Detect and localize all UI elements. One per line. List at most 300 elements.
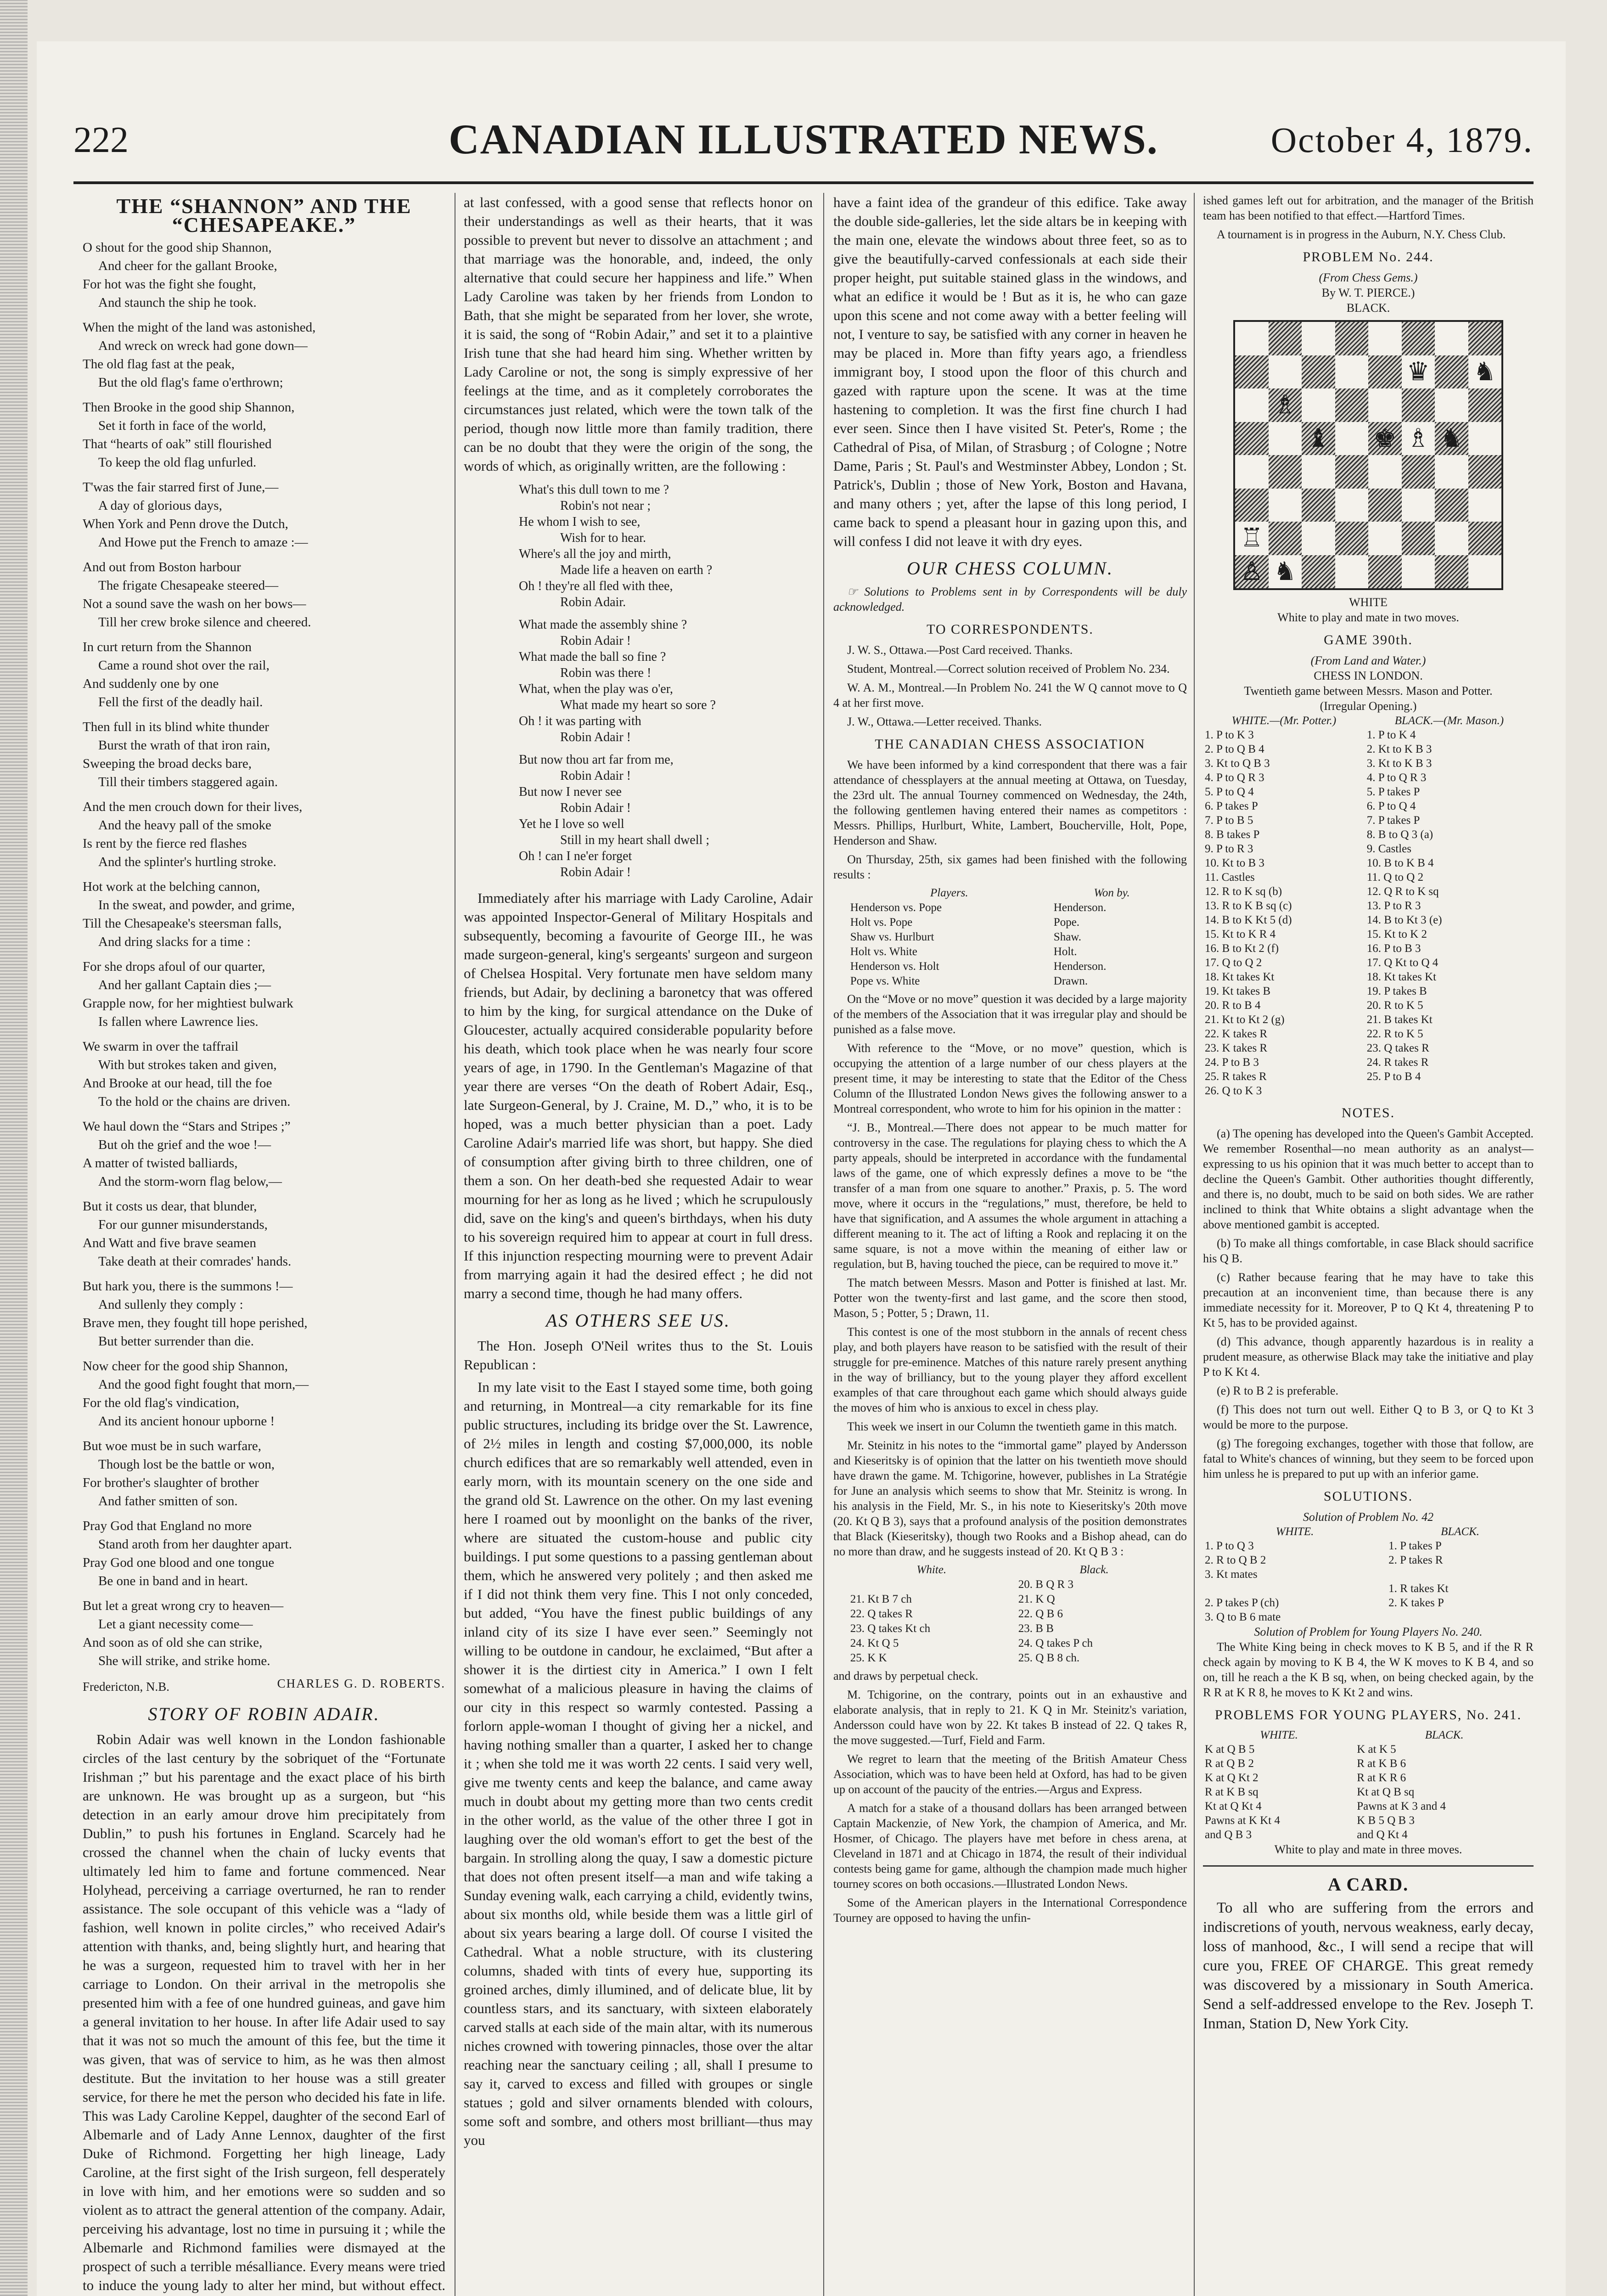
tchigorine-text: M. Tchigorine, on the contrary, points out in an exhaustive and elaborate analysis, that in reply to 21. K Q in Mr. Steinitz's variation, Andersson could have won by 22. Kt takes B instead of 22. Q takes R, the move suggested.—Turf, Field and Farm. <box>833 1688 1187 1747</box>
poem-line: Let a giant necessity come— <box>98 1617 253 1632</box>
poem-line: To keep the old flag unfurled. <box>98 455 257 470</box>
poem-line: But it costs us dear, that blunder, <box>83 1199 257 1214</box>
table-row <box>848 945 1173 959</box>
song-line: But now I never see <box>519 785 622 799</box>
table-cell: 14. B to K Kt 5 (d) <box>1205 914 1292 926</box>
board-square: ♖ <box>1235 522 1269 555</box>
scan-edge <box>0 0 28 2296</box>
poem-line: Sweeping the broad decks bare, <box>83 756 252 771</box>
poem-line: Pray God that England no more <box>83 1519 252 1533</box>
international-text: Some of the American players in the International Correspondence Tourney are opposed to having the unfin- <box>833 1896 1187 1925</box>
poem-line: Till their timbers staggered again. <box>98 775 278 789</box>
table-cell: R at K R 6 <box>1357 1772 1406 1784</box>
board-square <box>1302 455 1335 489</box>
song-line: Robin Adair ! <box>560 634 631 648</box>
poem-line: And the men crouch down for their lives, <box>83 799 303 814</box>
table-row <box>1203 1055 1534 1069</box>
song-line: Oh ! it was parting with <box>519 714 641 728</box>
poem-line: But woe must be in such warfare, <box>83 1439 261 1453</box>
game-title: GAME 390th. <box>1324 632 1413 647</box>
variation-table <box>848 1563 1173 1666</box>
reference-text: With reference to the “Move, or no move” question, which is occupying the attention of a large number of our chess players at the present time, it may be interesting to state that the Editor of the Chess Column of the Illustrated London News gives the following answer to a Montreal correspondent, who wrote to him for his opinion in the matter : <box>833 1041 1187 1115</box>
table-cell: 19. Kt takes B <box>1205 985 1271 997</box>
board-square <box>1402 555 1435 589</box>
poem-line: Take death at their comrades' hands. <box>98 1254 292 1269</box>
board-square <box>1302 489 1335 522</box>
table-cell <box>1203 1581 1387 1596</box>
table-row <box>848 959 1173 974</box>
board-square <box>1368 522 1402 555</box>
board-square <box>1468 555 1502 589</box>
chess-notice: ☞ Solutions to Problems sent in by Correspondents will be duly acknowledged. <box>833 585 1187 613</box>
correspondent-entry: J. W. S., Ottawa.—Post Card received. Thanks. <box>847 643 1073 657</box>
poem-place: Fredericton, N.B. <box>83 1680 169 1694</box>
poem-line: And out from Boston harbour <box>83 560 241 574</box>
table-row <box>1203 756 1534 771</box>
table-cell: 23. K takes R <box>1205 1042 1268 1054</box>
header-rule <box>73 181 1534 184</box>
table-cell: 11. Q to Q 2 <box>1366 871 1424 884</box>
table-cell: Kt at Q Kt 4 <box>1205 1800 1262 1812</box>
table-cell: Holt vs. White <box>850 945 917 958</box>
poem-line: Stand aroth from her daughter apart. <box>98 1537 292 1552</box>
table-row <box>1203 1069 1534 1084</box>
board-square <box>1335 455 1369 489</box>
black-label: BLACK. <box>1346 301 1390 315</box>
association-text: We have been informed by a kind correspondent that there was a fair attendance of chessplayers at the annual meeting at Ottawa, on Tuesday, the 23rd ult. The annual Tourney commenced on Wednesday, the 24th, the following gentlemen having entered their names as competitors : Messrs. Phillips, Hurlburt, White, Lambert, Boucherville, Holt, Pope, Henderson and Shaw. <box>833 758 1187 847</box>
table-cell: K at K 5 <box>1357 1743 1396 1756</box>
table-cell: 1. P to K 4 <box>1366 729 1416 741</box>
poem-line: But better surrender than die. <box>98 1334 254 1349</box>
table-row <box>848 1592 1173 1607</box>
poem-line: Till the Chesapeake's steersman falls, <box>83 916 282 931</box>
young-241-table <box>1203 1728 1534 1842</box>
poem-line: For the old flag's vindication, <box>83 1396 240 1410</box>
board-square <box>1435 455 1468 489</box>
table-header-cell: Won by. <box>1094 887 1130 899</box>
chess-column-title: OUR CHESS COLUMN. <box>907 558 1113 579</box>
table-cell: 4. P to Q R 3 <box>1205 771 1264 784</box>
poem-line: And the good fight fought that morn,— <box>98 1377 309 1392</box>
table-cell: and Q B 3 <box>1205 1829 1252 1841</box>
poem-line: And staunch the ship he took. <box>98 295 257 310</box>
perpetual-text: and draws by perpetual check. <box>833 1669 978 1683</box>
young-240-text: The White King being in check moves to K B 5, and if the R R check again by moving to K B 4, the W K moves to K B 4, and so on, till he reach a the K B sq, when, on being checked again, by the R R at K R 8, he moves to K Kt 2 and wins. <box>1203 1640 1534 1699</box>
board-square <box>1435 489 1468 522</box>
table-cell: Shaw. <box>1053 931 1081 943</box>
song-line: Made life a heaven on earth ? <box>560 563 713 577</box>
table-cell: 22. Q takes R <box>850 1608 913 1620</box>
board-square <box>1269 422 1302 456</box>
notes-list <box>1203 1126 1534 1481</box>
table-row <box>1203 1828 1534 1842</box>
table-cell: 25. Q B 8 ch. <box>1018 1652 1080 1664</box>
table-cell: 24. R takes R <box>1366 1056 1429 1069</box>
poem-line: And her gallant Captain dies ;— <box>98 978 271 992</box>
table-row <box>1203 941 1534 956</box>
table-cell: 11. Castles <box>1205 871 1255 884</box>
table-row <box>1203 728 1534 742</box>
table-cell: 6. P to Q 4 <box>1366 800 1416 812</box>
table-cell: 21. B takes Kt <box>1366 1013 1433 1026</box>
poem-line: Brave men, they fought till hope perished, <box>83 1316 308 1330</box>
board-square: ♝ <box>1302 422 1335 456</box>
table-row <box>1203 1771 1534 1785</box>
board-square: ♗ <box>1402 422 1435 456</box>
steinitz-text: Mr. Steinitz in his notes to the “immortal game” played by Andersson and Kieseritsky is of opinion that the latter on his twentieth move should have drawn the game. M. Tchigorine, however, publishes in La Stratégie for June an analysis which seems to show that Mr. Steinitz is wrong. In his analysis in the Field, Mr. S., in his note to Kieseritsky's 20th move (20. Kt Q B 3), says that a profound analysis of the position demonstrates that Black (Kieseritsky), though two Rooks and a Bishop ahead, can do no more than draw, and he suggests instead of 20. Kt Q B 3 : <box>833 1439 1187 1558</box>
poem-line: Came a round shot over the rail, <box>98 658 270 673</box>
issue-date: October 4, 1879. <box>1270 120 1534 160</box>
table-cell: 9. Castles <box>1366 843 1411 855</box>
poem-line: And Brooke at our head, till the foe <box>83 1076 272 1091</box>
board-square: ♗ <box>1269 388 1302 422</box>
poem-line: Is rent by the fierce red flashes <box>83 836 247 851</box>
table-cell: 22. Q B 6 <box>1018 1608 1063 1620</box>
table-header-row <box>848 1563 1173 1577</box>
opening-name: (Irregular Opening.) <box>1320 699 1417 713</box>
table-cell: Henderson. <box>1053 960 1107 973</box>
poem-line: For brother's slaughter of brother <box>83 1475 259 1490</box>
table-cell: 8. B takes P <box>1205 828 1260 841</box>
board-square <box>1402 455 1435 489</box>
board-square <box>1235 388 1269 422</box>
board-square <box>1235 422 1269 456</box>
solutions-title: SOLUTIONS. <box>1323 1489 1413 1504</box>
column-divider <box>823 193 824 2296</box>
correspondent-entry: W. A. M., Montreal.—In Problem No. 241 the W Q cannot move to Q 4 at her first move. <box>833 681 1187 709</box>
table-row <box>1203 1013 1534 1027</box>
song-line: He whom I wish to see, <box>519 515 641 529</box>
table-cell: 20. R to B 4 <box>1205 999 1261 1012</box>
poem-line: In the sweat, and powder, and grime, <box>98 898 295 912</box>
poem-line: Fell the first of the deadly hail. <box>98 695 263 709</box>
board-square <box>1335 388 1369 422</box>
table-row <box>1203 899 1534 913</box>
poem-line: And the storm-worn flag below,— <box>98 1174 282 1189</box>
table-row <box>1203 1581 1534 1596</box>
song-line: Robin Adair ! <box>560 730 631 744</box>
table-cell: 25. P to B 4 <box>1366 1070 1421 1083</box>
poem-line: O shout for the good ship Shannon, <box>83 240 272 255</box>
board-square <box>1402 322 1435 355</box>
poem-line: Pray God one blood and one tongue <box>83 1555 275 1570</box>
jb-text: “J. B., Montreal.—There does not appear to be much matter for controversy in the case. The regulations for playing chess to which the A party appeals, should be interpreted in accordance with the fundamental laws of the game, one of which expressly defines a move to be “the transfer of a man from one square to another.” Praxis, p. 5. The word move, where it occurs in the “regulations,” must, therefore, be held to have that signification, and A assumes the whole argument in attaching a different meaning to it. The act of lifting a Rook and replacing it on the same square, is not a move within the meaning of either law or regulation, but B, having touched the piece, can be required to move it.” <box>833 1121 1187 1271</box>
association-title: THE CANADIAN CHESS ASSOCIATION <box>875 737 1146 752</box>
table-row <box>848 1607 1173 1621</box>
board-square <box>1435 322 1468 355</box>
poem-line: Now cheer for the good ship Shannon, <box>83 1359 288 1373</box>
table-row <box>848 1651 1173 1666</box>
board-square <box>1468 322 1502 355</box>
poem-line: That “hearts of oak” still flourished <box>83 437 272 451</box>
board-square <box>1335 489 1369 522</box>
board-square <box>1402 522 1435 555</box>
table-cell: 17. Q Kt to Q 4 <box>1366 957 1438 969</box>
board-square <box>1368 489 1402 522</box>
table-cell: Holt. <box>1053 945 1077 958</box>
board-square <box>1468 522 1502 555</box>
board-square <box>1368 555 1402 589</box>
table-cell: Holt vs. Pope <box>850 916 913 929</box>
poem-line: With but strokes taken and given, <box>98 1058 277 1072</box>
table-cell: 16. P to B 3 <box>1366 942 1421 955</box>
table-row <box>1203 1785 1534 1799</box>
board-square <box>1468 455 1502 489</box>
card-title: A CARD. <box>1327 1874 1409 1895</box>
british-text: We regret to learn that the meeting of the British Amateur Chess Association, which was to have been held at Oxford, has had to be given up on account of the paucity of the entries.—Argus and Express. <box>833 1752 1187 1796</box>
table-header-row <box>1203 1525 1534 1539</box>
poem-body <box>83 239 445 1670</box>
song-line: What made my heart so sore ? <box>560 698 716 712</box>
table-cell: 3. Q to B 6 mate <box>1205 1611 1281 1623</box>
poem-line: To the hold or the chains are driven. <box>98 1094 291 1109</box>
board-square <box>1335 322 1369 355</box>
robin-adair-song <box>519 482 813 880</box>
table-cell: 7. P takes P <box>1366 814 1420 827</box>
song-line: Oh ! can I ne'er forget <box>519 849 632 863</box>
song-line: Robin Adair ! <box>560 865 631 879</box>
board-square: ♛ <box>1402 355 1435 389</box>
problem-source: (From Chess Gems.) <box>1319 271 1418 284</box>
poem-line: But oh the grief and the woe !— <box>98 1137 271 1152</box>
table-cell: 9. P to R 3 <box>1205 843 1253 855</box>
table-row <box>1203 742 1534 756</box>
table-row <box>1203 799 1534 813</box>
table-row <box>1203 1084 1534 1098</box>
poem-author: CHARLES G. D. ROBERTS. <box>277 1677 445 1690</box>
note-entry: (e) R to B 2 is preferable. <box>1217 1384 1338 1397</box>
table-cell: Henderson vs. Holt <box>850 960 939 973</box>
table-cell: 3. Kt to K B 3 <box>1366 757 1432 770</box>
table-cell: 2. P takes P (ch) <box>1205 1597 1279 1609</box>
game-source: (From Land and Water.) <box>1310 654 1426 667</box>
correspondents-title: TO CORRESPONDENTS. <box>927 622 1094 637</box>
table-cell: 6. P takes P <box>1205 800 1258 812</box>
table-cell: 18. Kt takes Kt <box>1205 971 1275 983</box>
table-cell: K B 5 Q B 3 <box>1357 1814 1415 1827</box>
song-line: But now thou art far from me, <box>519 753 674 767</box>
table-cell: 20. R to K 5 <box>1366 999 1423 1012</box>
poem-line: Burst the wrath of that iron rain, <box>98 738 270 753</box>
notes-title: NOTES. <box>1341 1105 1395 1120</box>
table-cell: 1. P to Q 3 <box>1205 1540 1254 1552</box>
thursday-text: On Thursday, 25th, six games had been finished with the following results : <box>833 853 1187 881</box>
table-header-cell: WHITE. <box>1275 1525 1314 1538</box>
note-entry: (d) This advance, though apparently hazardous is in reality a prudent measure, as otherwise Black may take the initiative and play P to K Kt 4. <box>1203 1335 1534 1379</box>
table-cell: 1. P to K 3 <box>1205 729 1254 741</box>
poem-line: For she drops afoul of our quarter, <box>83 959 265 974</box>
others-title: AS OTHERS SEE US. <box>545 1310 731 1331</box>
song-line: Robin's not near ; <box>560 499 651 513</box>
table-header-cell: Black. <box>1079 1564 1109 1576</box>
table-row <box>848 1621 1173 1636</box>
column-3 <box>833 193 1187 2296</box>
table-row <box>1203 856 1534 870</box>
note-entry: (b) To make all things comfortable, in case Black should sacrifice his Q B. <box>1203 1237 1534 1265</box>
paper-title: CANADIAN ILLUSTRATED NEWS. <box>449 116 1158 163</box>
table-cell: Henderson vs. Pope <box>850 901 942 914</box>
board-square <box>1435 555 1468 589</box>
table-cell: Pope. <box>1053 916 1080 929</box>
table-header-cell: BLACK. <box>1441 1525 1480 1538</box>
tourney-results-table <box>848 886 1173 989</box>
board-square <box>1368 455 1402 489</box>
board-square: ♙ <box>1235 555 1269 589</box>
table-row <box>1203 927 1534 941</box>
table-cell: 24. Kt Q 5 <box>850 1637 899 1649</box>
board-square <box>1335 522 1369 555</box>
table-cell: 22. K takes R <box>1205 1028 1268 1040</box>
col4-intro: ished games left out for arbitration, and the manager of the British team has been notified to that effect.—Hartford Times. <box>1203 194 1534 222</box>
poem-line: And suddenly one by one <box>83 676 219 691</box>
table-header-cell: White. <box>916 1564 947 1576</box>
table-header-cell: BLACK.—(Mr. Mason.) <box>1394 715 1504 727</box>
page-header <box>73 115 1534 170</box>
table-row <box>848 1577 1173 1592</box>
poem-line: For hot was the fight she fought, <box>83 277 256 292</box>
table-header-row <box>848 886 1173 900</box>
table-cell: 21. K Q <box>1018 1593 1055 1605</box>
song-line: Oh ! they're all fled with thee, <box>519 579 673 593</box>
board-square <box>1468 388 1502 422</box>
table-cell <box>1387 1610 1534 1624</box>
poem-line: Be one in band and in heart. <box>98 1574 248 1588</box>
board-square: ♞ <box>1269 555 1302 589</box>
poem-line: And dring slacks for a time : <box>98 934 251 949</box>
table-row <box>848 915 1173 930</box>
poem-line: A day of glorious days, <box>98 498 222 513</box>
table-row <box>848 974 1173 989</box>
table-cell: 2. R to Q B 2 <box>1205 1554 1266 1566</box>
robin-paragraph-2: at last confessed, with a good sense that reflects honor on their understandings as well as their hearts, that it was possible to prevent but never to dissolve an attachment ; and that marriage was the honorable, and, indeed, the only alternative that could secure her happiness and life.” When Lady Caroline was taken by her friends from London to Bath, that she might be separated from her lover, she wrote, it is said, the song of “Robin Adair,” and set it to a plaintive Irish tune that she had heard him sing. Whether written by Lady Caroline or not, the song is simply expressive of her feelings at the time, and as it completely corroborates the circumstances just related, which were the town talk of the period, though now little more than family tradition, there can be no doubt that they were the origin of the song, the words of which, as originally written, are the following : <box>464 194 813 474</box>
poem-line: And Watt and five brave seamen <box>83 1236 257 1250</box>
note-entry: (c) Rather because fearing that he may have to take this precaution at an inconvenient time, than because there is any immediate necessity for it. Moreover, P to Q Kt 4, threatening P to Kt 5, has to be provided against. <box>1203 1271 1534 1329</box>
table-row <box>1203 913 1534 927</box>
board-square: ♞ <box>1468 355 1502 389</box>
table-row <box>1203 1742 1534 1756</box>
table-cell: 26. Q to K 3 <box>1205 1085 1262 1097</box>
page-number: 222 <box>73 120 129 160</box>
table-cell: Shaw vs. Hurlburt <box>850 931 934 943</box>
column-4 <box>1203 193 1534 2296</box>
poem-line: A matter of twisted balliards, <box>83 1156 238 1171</box>
song-line: Yet he I love so well <box>519 817 624 831</box>
table-row <box>1203 1756 1534 1771</box>
white-label: WHITE <box>1349 596 1388 609</box>
table-header-cell: WHITE. <box>1260 1729 1298 1741</box>
poem-line: And soon as of old she can strike, <box>83 1635 263 1650</box>
poem-line: And sullenly they comply : <box>98 1297 243 1312</box>
table-row <box>1203 1813 1534 1828</box>
board-square <box>1302 355 1335 389</box>
table-header-cell: Players. <box>930 887 968 899</box>
young-241-task: White to play and mate in three moves. <box>1274 1843 1462 1856</box>
stake-text: A match for a stake of a thousand dollars has been arranged between Captain Mackenzie, of New York, the champion of America, and Mr. Hosmer, of Chicago. The players have met before in chess arena, at Cleveland in 1871 and at Chicago in 1874, the result of their individual contests being game for game, although the champion made much higher tourney scores on both occasions.—Illustrated London News. <box>833 1801 1187 1891</box>
poem-line: Then full in its blind white thunder <box>83 720 269 734</box>
robin-after: Immediately after his marriage with Lady Caroline, Adair was appointed Inspector-General of Military Hospitals and subsequently, becoming a favourite of George III., he was made surgeon-general, king's sergeants' surgeon and surgeon of Chelsea Hospital. Very fortunate men have seldom many friends, but Adair, by declining a baronetcy that was offered to him by the king, for surgical attendance on the Duke of Gloucester, actually acquired considerable popularity before his death, which took place when he was nearly four score years of age, in 1790. In the Gentleman's Magazine of that year there are verses “On the death of Robert Adair, Esq., late Surgeon-General, by J. Craine, M. D.,” who, it is to be hoped, was a much better physician than a poet. Lady Caroline Adair's married life was short, but happy. She died of consumption after giving birth to three children, one of them a son. On her death-bed she requested Adair to wear mourning for her as long as he lived ; which he scrupulously did, save on the king's and queen's birthdays, when his duty to his sovereign required him to appear at court in full dress. If this injunction respecting mourning were to prevent Adair from marrying again it had the desired effect ; he did not marry a second time, though he had many offers. <box>464 890 813 1301</box>
table-cell: 7. P to B 5 <box>1205 814 1253 827</box>
table-cell: 24. Q takes P ch <box>1018 1637 1093 1649</box>
board-square <box>1235 455 1269 489</box>
match-text: The match between Messrs. Mason and Potter is finished at last. Mr. Potter won the twenty-first and last game, and the score then stood, Mason, 5 ; Potter, 5 ; Drawn, 11. <box>833 1276 1187 1320</box>
song-line: What, when the play was o'er, <box>519 682 673 696</box>
table-cell: 2. P to Q B 4 <box>1205 743 1264 755</box>
column-2 <box>464 193 813 2296</box>
board-square <box>1402 388 1435 422</box>
poem-line: When the might of the land was astonished, <box>83 320 316 335</box>
poem-line: Then Brooke in the good ship Shannon, <box>83 400 295 415</box>
poem-line: The old flag fast at the peak, <box>83 357 235 371</box>
table-cell: 21. Kt B 7 ch <box>850 1593 912 1605</box>
poem-line: Hot work at the belching cannon, <box>83 879 260 894</box>
table-cell: 3. Kt mates <box>1205 1568 1258 1581</box>
table-header-cell: BLACK. <box>1425 1729 1464 1741</box>
robin-title: STORY OF ROBIN ADAIR. <box>148 1704 380 1724</box>
poem-line: But let a great wrong cry to heaven— <box>83 1598 284 1613</box>
poem-line: And its ancient honour upborne ! <box>98 1414 275 1429</box>
poem-line: And cheer for the gallant Brooke, <box>98 259 277 273</box>
table-cell: 1. R takes Kt <box>1388 1582 1449 1595</box>
problem-task: White to play and mate in two moves. <box>1277 611 1459 624</box>
board-square <box>1235 489 1269 522</box>
table-cell: and Q Kt 4 <box>1357 1829 1408 1841</box>
poem-line: T'was the fair starred first of June,— <box>83 480 279 495</box>
table-row <box>1203 870 1534 884</box>
table-header-row <box>1203 714 1534 728</box>
poem-line: She will strike, and strike home. <box>98 1654 270 1668</box>
table-row <box>1203 956 1534 970</box>
table-row <box>1203 827 1534 842</box>
solution-42-table <box>1203 1525 1534 1624</box>
poem-line: The frigate Chesapeake steered— <box>98 578 279 593</box>
table-cell: 8. B to Q 3 (a) <box>1366 828 1433 841</box>
poem-line: But hark you, there is the summons !— <box>83 1279 293 1294</box>
young-240-title: Solution of Problem for Young Players No. 240. <box>1254 1625 1483 1638</box>
board-square: ♞ <box>1435 422 1468 456</box>
board-square <box>1402 489 1435 522</box>
table-cell: 21. Kt to Kt 2 (g) <box>1205 1013 1285 1026</box>
board-square <box>1335 355 1369 389</box>
table-cell: R at K B sq <box>1205 1786 1259 1798</box>
table-cell: Pawns at K Kt 4 <box>1205 1814 1280 1827</box>
table-cell: R at Q B 2 <box>1205 1757 1254 1770</box>
note-entry: (a) The opening has developed into the Queen's Gambit Accepted. We remember Rosenthal—no mean authority as an analyst—expressing to us his opinion that it was much better to accept than to decline the Queen's Gambit. Other authorities thought differently, and there is, no doubt, much to be said on both sides. We are rather inclined to think that White obtains a slight advantage when the above mentioned gambit is accepted. <box>1203 1127 1534 1231</box>
poem-line: And Howe put the French to amaze :— <box>98 535 308 550</box>
table-header-cell: WHITE.—(Mr. Potter.) <box>1231 715 1337 727</box>
poem-line: And wreck on wreck had gone down— <box>98 338 308 353</box>
table-cell: 15. Kt to K 2 <box>1366 928 1427 940</box>
correspondents-list <box>833 642 1187 729</box>
table-row <box>1203 1610 1534 1624</box>
board-square <box>1335 555 1369 589</box>
table-cell: 13. P to R 3 <box>1366 900 1421 912</box>
table-row <box>1203 998 1534 1013</box>
young-241-title: PROBLEMS FOR YOUNG PLAYERS, No. 241. <box>1214 1707 1522 1722</box>
board-square <box>1269 522 1302 555</box>
board-square <box>1235 322 1269 355</box>
board-square <box>1435 522 1468 555</box>
table-row <box>1203 842 1534 856</box>
table-cell: Pawns at K 3 and 4 <box>1357 1800 1446 1812</box>
others-paragraph-2: In my late visit to the East I stayed some time, both going and returning, in Montreal—a city remarkable for its fine public structures, including its bridge over the St. Lawrence, of 2½ miles in length and costing $7,000,000, its noble church edifices that are so remarkably well attended, even in early morn, with its mountain scenery on the one side and the grand old St. Lawrence on the other. On my last evening here I roamed out by moonlight on the banks of the river, where are situated the custom-house and public city buildings. I put some questions to a passing gentleman about them, which he answered very politely ; and then asked me if I did not think them very fine. This I not only conceded, but added, “You have the finest public buildings of any inland city of its size I have ever seen.” Seemingly not willing to be outdone in candour, he exclaimed, “But after a shower it is the dirtiest city in America.” I own I felt somewhat of a malicious pleasure in having the claims of our city in this respect so warmly contested. Passing a forlorn apple-woman I thought of giving her a nickel, and having nothing smaller than a quarter, I asked her to change it ; when she told me it was worth 22 cents. I said very well, give me twenty cents and keep the balance, and came away much in doubt about my getting more than two cents credit in the other world, as the value of the other three I got in laughing over the old woman's effort to get the best of the bargain. In strolling along the quay, I saw a domestic picture that does not often present itself—a man and wife taking a Sunday evening walk, each carrying a child, evidently twins, about six months old, while beside them was a little girl of about six years bearing a large doll. Of course I visited the Cathedral. What a noble structure, with its clustering columns, shaded with tints of every hue, supporting its groined arches, dimly illumined, and of delicate blue, lit by countless stars, and its sanctuary, with sixteen elaborately carved stalls at each side of the main altar, with its numerous niches crowned with towering pinnacles, those over the altar reaching near the sanctuary ceiling ; all, shall I presume to say it, carved to excess and filled with groupes or single statues ; gold and silver ornaments blended with colours, some soft and sombre, and others most brilliant—thus may you <box>464 1379 813 2148</box>
table-row <box>1203 1799 1534 1813</box>
table-cell: 4. P to Q R 3 <box>1366 771 1427 784</box>
table-cell: 17. Q to Q 2 <box>1205 957 1262 969</box>
song-line: Robin Adair ! <box>560 769 631 783</box>
chess-board <box>1233 320 1503 590</box>
table-row <box>848 900 1173 915</box>
table-cell: 12. Q R to K sq <box>1366 885 1439 898</box>
